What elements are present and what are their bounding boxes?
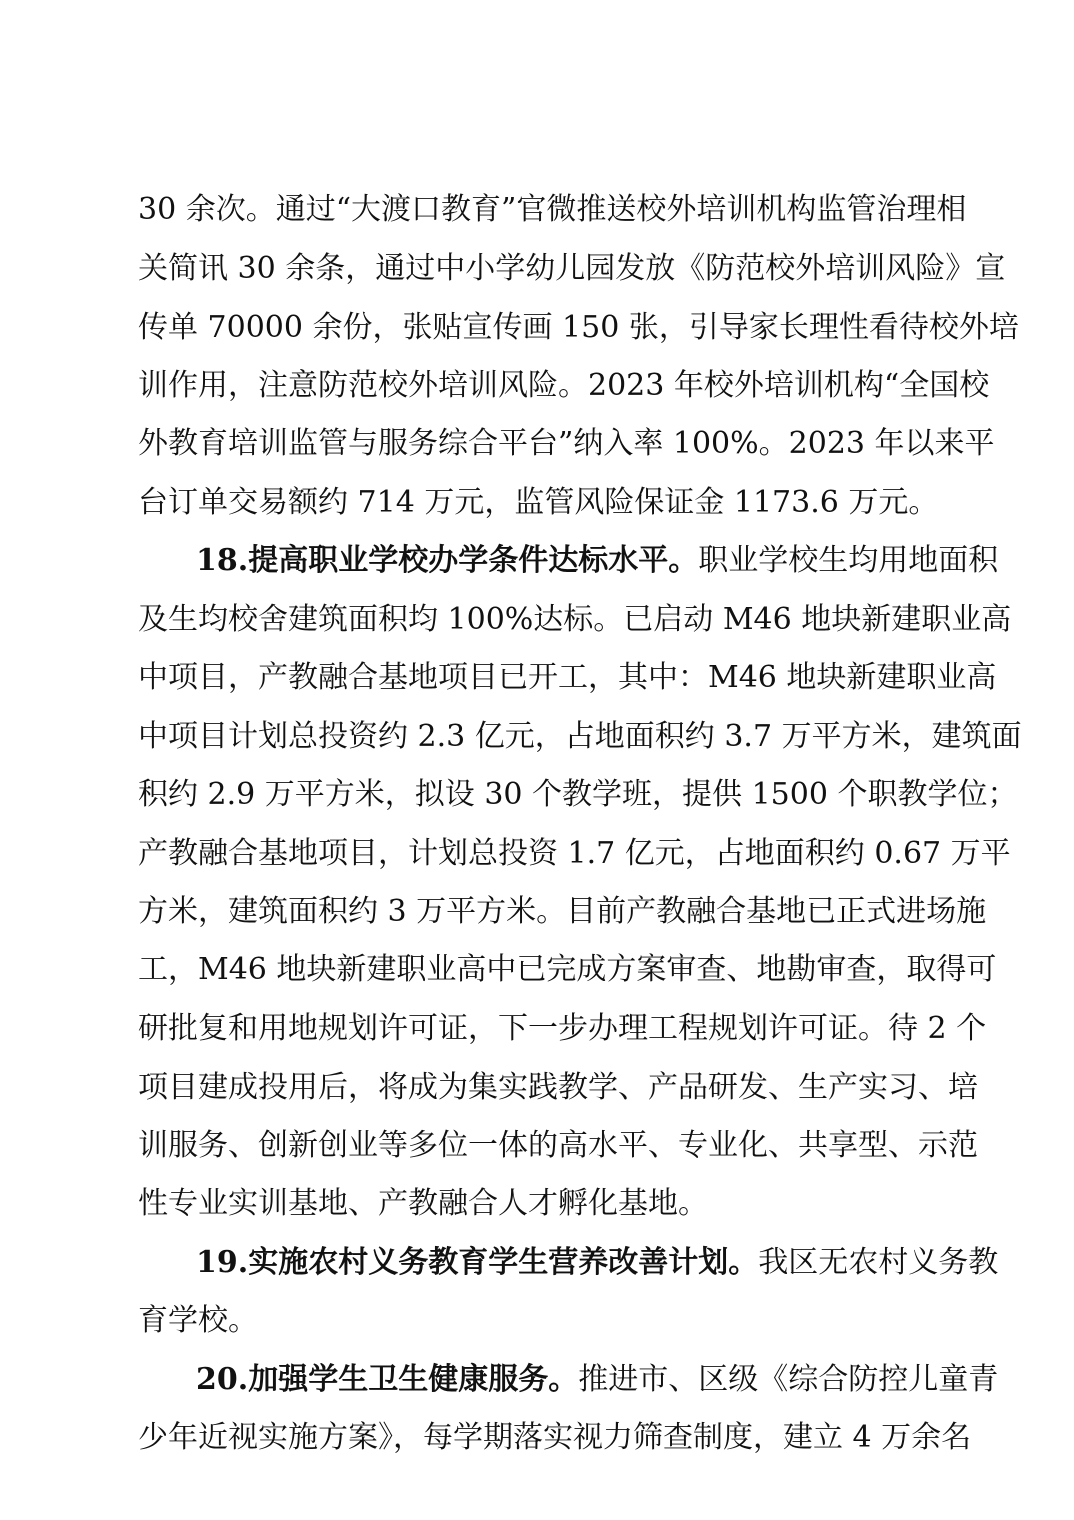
section-20-first-line [196, 1360, 999, 1400]
body-text-line: 中项目计划总投资约 2.3 亿元，占地面积约 3.7 万平方米，建筑面 [138, 719, 1022, 754]
section-19-first-line [196, 1243, 999, 1283]
body-text-line: 积约 2.9 万平方米，拟设 30 个教学班，提供 1500 个职教学位； [138, 777, 1018, 812]
section-18-first-line [196, 541, 999, 581]
body-text-line: 方米，建筑面积约 3 万平方米。目前产教融合基地已正式进场施 [138, 894, 987, 929]
body-text-line: 项目建成投用后，将成为集实践教学、产品研发、生产实习、培 [138, 1070, 978, 1105]
section-heading-18: 18.提高职业学校办学条件达标水平。 [196, 543, 699, 578]
body-text-line: 训作用，注意防范校外培训风险。2023 年校外培训机构“全国校 [138, 368, 990, 403]
section-19-first-line-text: 我区无农村义务教 [758, 1245, 999, 1280]
body-text-line: 关简讯 30 余条，通过中小学幼儿园发放《防范校外培训风险》宣 [138, 251, 1006, 286]
section-20-first-line-text: 推进市、区级《综合防控儿童青 [578, 1362, 999, 1397]
body-text-line: 育学校。 [138, 1303, 258, 1338]
body-text-line: 台订单交易额约 714 万元，监管风险保证金 1173.6 万元。 [138, 485, 939, 520]
body-text-line: 产教融合基地项目，计划总投资 1.7 亿元，占地面积约 0.67 万平 [138, 836, 1011, 871]
body-text-line: 少年近视实施方案》，每学期落实视力筛查制度，建立 4 万余名 [138, 1420, 972, 1455]
body-text-line: 研批复和用地规划许可证，下一步办理工程规划许可证。待 2 个 [138, 1011, 987, 1046]
section-18-first-line-text: 职业学校生均用地面积 [698, 543, 999, 578]
body-text-line: 外教育培训监管与服务综合平台”纳入率 100%。2023 年以来平 [138, 426, 995, 461]
body-text-line: 工，M46 地块新建职业高中已完成方案审查、地勘审查，取得可 [138, 952, 997, 987]
section-heading-19: 19.实施农村义务教育学生营养改善计划。 [196, 1245, 759, 1280]
body-text-line: 性专业实训基地、产教融合人才孵化基地。 [138, 1186, 708, 1221]
body-text-line: 中项目，产教融合基地项目已开工，其中：M46 地块新建职业高 [138, 660, 997, 695]
section-heading-20: 20.加强学生卫生健康服务。 [196, 1362, 579, 1397]
body-text-line: 及生均校舍建筑面积均 100%达标。已启动 M46 地块新建职业高 [138, 602, 1012, 637]
body-text-line: 训服务、创新创业等多位一体的高水平、专业化、共享型、示范 [138, 1128, 978, 1163]
body-text-line: 30 余次。通过“大渡口教育”官微推送校外培训机构监管治理相 [138, 192, 967, 227]
body-text-line: 传单 70000 余份，张贴宣传画 150 张，引导家长理性看待校外培 [138, 310, 1019, 345]
